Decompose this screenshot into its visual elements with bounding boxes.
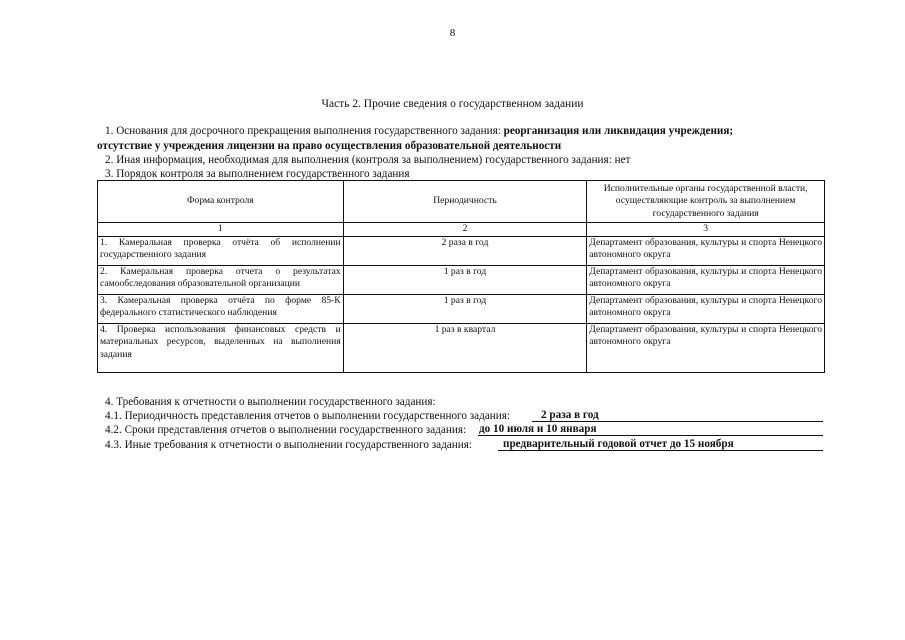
header-form: Форма контроля <box>98 181 344 223</box>
item-4-3-underline <box>498 450 823 451</box>
row-body: Департамент образования, культуры и спорта Ненецкого автономного округа <box>587 294 825 323</box>
item-1-bold-1: реорганизация или ликвидация учреждения; <box>503 125 734 137</box>
header-period: Периодичность <box>343 181 587 223</box>
header-body: Исполнительные органы государственной власти, осуществляющие контроль за выполнением государственного задания <box>587 181 825 223</box>
item-4-1-label: 4.1. Периодичность представления отчетов о выполнении государственного задания: <box>105 410 511 422</box>
item-4-3-label: 4.3. Иные требования к отчетности о выполнении государственного задания: <box>105 439 472 451</box>
col-number: 1 <box>98 223 344 237</box>
row-form: 2. Камеральная проверка отчета о результатах самообследования образовательной организации <box>98 265 344 294</box>
control-table <box>97 180 825 373</box>
table-row <box>98 323 825 372</box>
row-period: 1 раз в год <box>343 265 587 294</box>
part-title: Часть 2. Прочие сведения о государственном задании <box>321 98 584 110</box>
row-period: 1 раз в квартал <box>343 323 587 372</box>
item-4-2-value: до 10 июля и 10 января <box>479 423 597 435</box>
item-1-line-1 <box>105 124 733 138</box>
item-3: 3. Порядок контроля за выполнением государственного задания <box>105 168 410 180</box>
col-number: 3 <box>587 223 825 237</box>
table-row <box>98 265 825 294</box>
table-number-row <box>98 223 825 237</box>
table-row <box>98 294 825 323</box>
item-1-bold-2: отсутствие у учреждения лицензии на право осуществления образовательной деятельности <box>97 140 562 152</box>
row-form: 3. Камеральная проверка отчёта по форме 85-К федерального статистического наблюдения <box>98 294 344 323</box>
row-form: 4. Проверка использования финансовых средств и материальных ресурсов, выделенных на выполнения задания <box>98 323 344 372</box>
row-body: Департамент образования, культуры и спорта Ненецкого автономного округа <box>587 323 825 372</box>
item-4-1-value: 2 раза в год <box>541 409 599 421</box>
item-4-title: 4. Требования к отчетности о выполнении государственного задания: <box>105 396 436 408</box>
item-4-3-value: предварительный годовой отчет до 15 ноября <box>503 438 734 450</box>
table-header-row <box>98 181 825 223</box>
table-row <box>98 236 825 265</box>
row-form: 1. Камеральная проверка отчёта об исполнении государственного задания <box>98 236 344 265</box>
row-period: 2 раза в год <box>343 236 587 265</box>
row-period: 1 раз в год <box>343 294 587 323</box>
row-body: Департамент образования, культуры и спорта Ненецкого автономного округа <box>587 236 825 265</box>
page-number: 8 <box>449 27 456 39</box>
item-2: 2. Иная информация, необходимая для выполнения (контроля за выполнением) государственного задания: нет <box>105 154 631 166</box>
item-1-prefix: 1. Основания для досрочного прекращения выполнения государственного задания: <box>105 125 504 137</box>
row-body: Департамент образования, культуры и спорта Ненецкого автономного округа <box>587 265 825 294</box>
item-4-2-underline <box>478 435 823 436</box>
col-number: 2 <box>343 223 587 237</box>
item-4-2-label: 4.2. Сроки представления отчетов о выполнении государственного задания: <box>105 424 467 436</box>
